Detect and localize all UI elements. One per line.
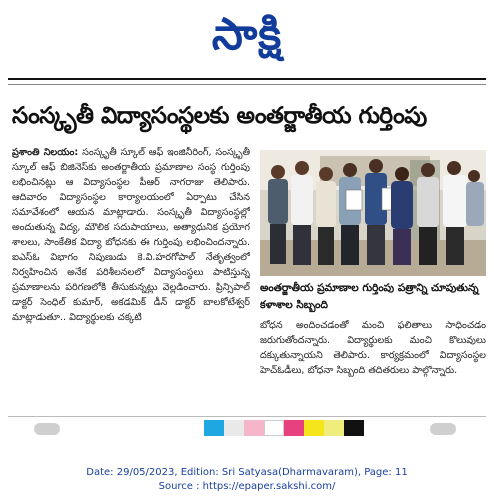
article-photo	[260, 150, 486, 276]
registration-mark-left	[34, 423, 60, 435]
color-calibration-bar	[204, 420, 364, 436]
color-swatch	[344, 420, 364, 436]
registration-mark-right	[430, 423, 456, 435]
color-swatch	[204, 420, 224, 436]
color-swatch	[304, 420, 324, 436]
masthead-rule	[8, 78, 486, 80]
color-swatch	[324, 420, 344, 436]
footer-date-edition: Date: 29/05/2023, Edition: Sri Satyasa(Dharmavaram), Page: 11	[86, 467, 408, 478]
color-swatch	[284, 420, 304, 436]
color-swatch	[244, 420, 264, 436]
article-body-column-1	[12, 145, 250, 413]
article-headline: సంస్కృతీ విద్యాసంస్థలకు అంతర్జాతీయ గుర్తింపు	[12, 103, 427, 129]
color-swatch	[264, 420, 284, 436]
newspaper-logo: సాక్షి	[211, 9, 283, 60]
masthead	[0, 2, 494, 74]
page-bottom-rule	[8, 416, 486, 417]
article-body-column-2: బోధన అందించడంతో మంచి ఫలితాలు సాధించడం జరుగుతోందన్నారు. విద్యార్థులకు మంచి కొలువులు దక్కుతున్నాయని తెలిపారు. కార్యక్రమంలో విద్యాసంస్థల హెచ్ఓడీలు, బోధనా సిబ్బంది తదితరులు పాల్గొన్నారు.	[260, 320, 486, 376]
body-text-col1: సంస్కృతీ స్కూల్ ఆఫ్ ఇంజినీరింగ్, సంస్కృతీ స్కూల్ ఆఫ్ బిజినెస్‌కు అంతర్జాతీయ ప్రమాణాల సంస్థ గుర్తింపు లభించినట్లు ఆ విద్యాసంస్థల పీఆర్ నాగరాజు తెలిపారు. ఆదివారం విద్యాసంస్థల కార్యాలయంలో ఏర్పాటు చేసిన సమావేశంలో ఆయన మాట్లాడారు. సంస్కృతీ విద్యాసంస్థల్లో అందుతున్న విద్య, మౌలిక సదుపాయాలు, అత్యాధునిక ప్రయోగ శాలలు, సాంకేతిక విద్యా బోధనకు ఈ గుర్తింపు లభించిందన్నారు. ఐఎస్ఓ విభాగం నిపుణుడు కె.వి.హరగోపాల్ నేతృత్వంలో నిర్వహించిన అనేక పరిశీలనలలో విద్యాసంస్థలు పాటిస్తున్న ప్రమాణాలను పరిగణలోకి తీసుకున్నట్లు వెల్లడించారు. ప్రిన్సిపాల్ డాక్టర్ సెంధిల్ కుమార్, అకడమిక్ డీన్ డాక్టర్ బాలకోటేశ్వర్ మాట్లాడుతూ.. విద్యార్థులకు చక్కటి	[12, 147, 250, 323]
group-photo-image	[260, 150, 486, 276]
epaper-footer	[0, 466, 494, 494]
photo-caption: అంతర్జాతీయ ప్రమాణాల గుర్తింపు పత్రాన్ని చూపుతున్న కళాశాల సిబ్బంది	[260, 282, 479, 311]
footer-source: Source : https://epaper.sakshi.com/	[158, 481, 336, 492]
dateline: ప్రశాంతి నిలయం:	[12, 147, 79, 158]
masthead-rule-thin	[8, 84, 486, 85]
color-swatch	[224, 420, 244, 436]
